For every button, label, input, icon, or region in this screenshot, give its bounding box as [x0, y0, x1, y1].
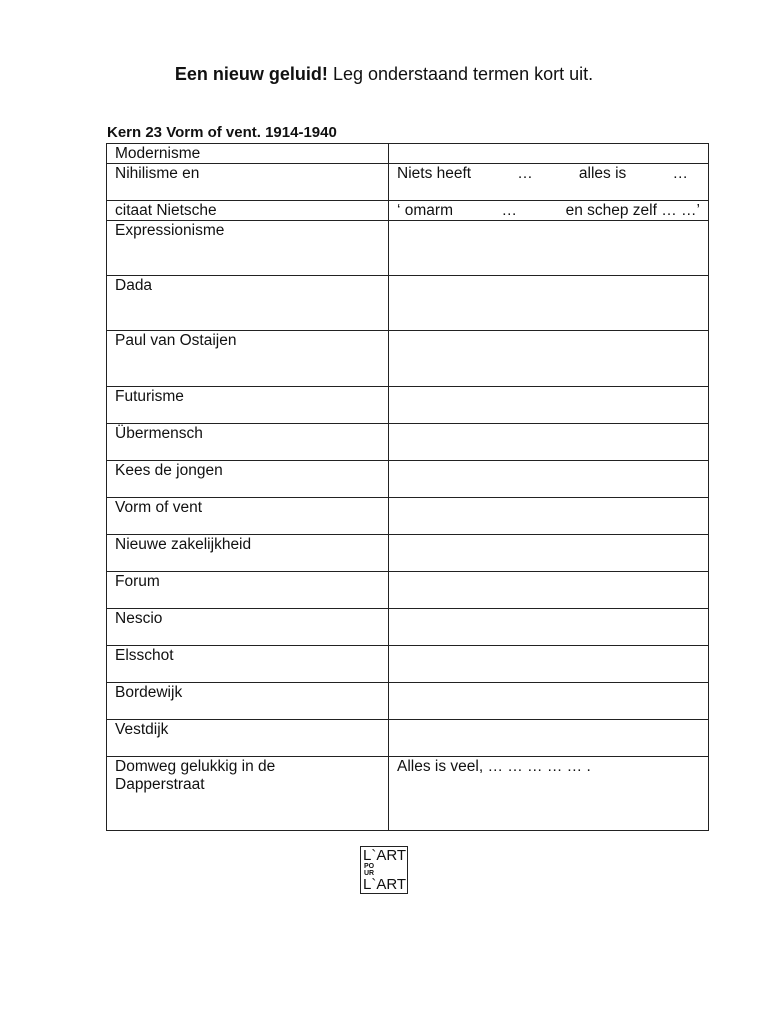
term-cell: Vestdijk — [107, 720, 389, 757]
table-row — [107, 164, 709, 201]
term-cell: Futurisme — [107, 387, 389, 424]
term-cell: Kees de jongen — [107, 461, 389, 498]
answer-cell[interactable] — [389, 757, 709, 831]
logo-line: L`ART — [363, 876, 407, 893]
table-row — [107, 461, 709, 498]
term-cell: Forum — [107, 572, 389, 609]
term-cell: Nescio — [107, 609, 389, 646]
answer-text: Alles is veel, … … … … … . — [397, 758, 591, 775]
table-row — [107, 221, 709, 276]
lart-pour-lart-logo — [360, 846, 408, 894]
answer-cell[interactable] — [389, 609, 709, 646]
answer-cell[interactable] — [389, 535, 709, 572]
answer-text: ‘ omarm — [397, 202, 453, 219]
answer-cell[interactable] — [389, 720, 709, 757]
title-instruction: Leg onderstaand termen kort uit. — [332, 64, 594, 84]
answer-cell[interactable] — [389, 498, 709, 535]
logo-line: L`ART — [363, 847, 407, 864]
table-row — [107, 683, 709, 720]
table-row — [107, 498, 709, 535]
answer-cell[interactable] — [389, 221, 709, 276]
table-row — [107, 609, 709, 646]
table-row — [107, 331, 709, 387]
term-cell: Übermensch — [107, 424, 389, 461]
table-row — [107, 646, 709, 683]
answer-cell[interactable] — [389, 144, 709, 164]
answer-cell[interactable] — [389, 331, 709, 387]
answer-cell[interactable] — [389, 387, 709, 424]
term-cell: Bordewijk — [107, 683, 389, 720]
answer-text: … — [517, 165, 533, 182]
answer-cell[interactable] — [389, 646, 709, 683]
term-cell: Elsschot — [107, 646, 389, 683]
logo-line: UR — [364, 870, 375, 877]
worksheet-title — [0, 64, 768, 85]
answer-cell[interactable] — [389, 572, 709, 609]
term-cell: Dada — [107, 276, 389, 331]
table-row — [107, 201, 709, 221]
table-row — [107, 720, 709, 757]
term-cell: citaat Nietsche — [107, 201, 389, 221]
table-row — [107, 387, 709, 424]
answer-text: … — [672, 165, 688, 182]
table-row — [107, 757, 709, 831]
term-cell: Expressionisme — [107, 221, 389, 276]
worksheet-subtitle: Kern 23 Vorm of vent. 1914-1940 — [107, 124, 337, 141]
table-row — [107, 572, 709, 609]
answer-text: … — [501, 202, 518, 219]
answer-text: alles is — [578, 165, 627, 182]
answer-text: en schep zelf … …’ — [565, 202, 700, 219]
terms-table — [106, 143, 709, 831]
table-row — [107, 276, 709, 331]
answer-cell[interactable] — [389, 424, 709, 461]
logo-line: PO — [364, 863, 375, 870]
answer-cell[interactable] — [389, 201, 709, 221]
term-cell: Modernisme — [107, 144, 389, 164]
term-cell: Nihilisme en — [107, 164, 389, 201]
answer-cell[interactable] — [389, 164, 709, 201]
table-row — [107, 144, 709, 164]
term-cell: Domweg gelukkig in de Dapperstraat — [107, 757, 389, 831]
answer-cell[interactable] — [389, 683, 709, 720]
answer-text: Niets heeft — [397, 165, 472, 182]
answer-cell[interactable] — [389, 461, 709, 498]
term-cell: Vorm of vent — [107, 498, 389, 535]
answer-cell[interactable] — [389, 276, 709, 331]
term-cell: Nieuwe zakelijkheid — [107, 535, 389, 572]
table-row — [107, 535, 709, 572]
table-row — [107, 424, 709, 461]
title-bold: Een nieuw geluid! — [174, 64, 328, 84]
term-cell: Paul van Ostaijen — [107, 331, 389, 387]
